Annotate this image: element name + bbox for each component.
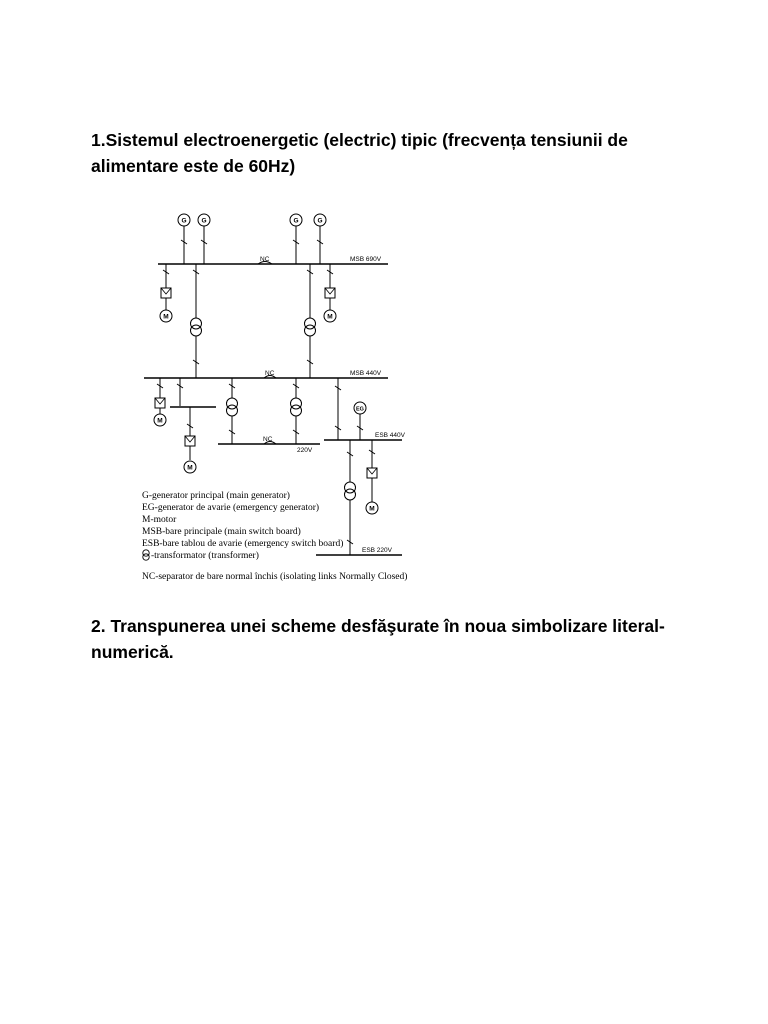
label-esb-220: ESB 220V [362,547,392,554]
transformer-440-220-left [227,378,238,444]
motor-branch-440-sub [170,378,216,473]
generator-4-label: G [317,217,323,225]
label-msb-690: MSB 690V [350,256,382,263]
label-nc-440: NC [265,370,275,377]
motor-branch-esb [366,440,378,514]
legend-line-6: -transformator (transformer) [151,551,259,561]
motor-label-5: M [369,505,375,513]
generator-2-label: G [201,217,207,225]
transformer-690-440-right [305,264,316,378]
transformer-690-440-left [191,264,202,378]
legend-line-1: G-generator principal (main generator) [142,491,290,501]
legend-line-3: M-motor [142,515,177,525]
section-2-heading: 2. Transpunerea unei scheme desfăşurate în noua simbolizare literal-numerică. [91,616,665,662]
label-esb-440: ESB 440V [375,432,405,439]
transformer-440-220-right [291,378,302,444]
electrical-system-diagram [130,200,420,585]
label-220: 220V [297,447,313,454]
legend-line-7: NC-separator de bare normal închis (isolating links Normally Closed) [142,572,408,582]
generator-3-label: G [293,217,299,225]
motor-label-4: M [187,464,193,472]
motor-label-3: M [157,417,163,425]
transformer-legend-icon [143,550,149,560]
label-msb-440: MSB 440V [350,370,382,377]
generator-1-label: G [181,217,187,225]
emergency-generator-label: EG [356,406,364,413]
legend-line-4: MSB-bare principale (main switch board) [142,527,301,537]
motor-label-1: M [163,313,169,321]
legend-line-5: ESB-bare tablou de avarie (emergency switch board) [142,539,344,549]
msb-esb-tie [335,378,341,440]
transformer-esb-440-220 [345,440,356,555]
section-1-heading: 1.Sistemul electroenergetic (electric) tipic (frecvența tensiunii de alimentare este de 60Hz) [91,130,628,176]
legend-line-2: EG-generator de avarie (emergency generator) [142,503,320,513]
label-nc-220: NC [263,436,273,443]
label-nc-690: NC [260,256,270,263]
motor-label-2: M [327,313,333,321]
